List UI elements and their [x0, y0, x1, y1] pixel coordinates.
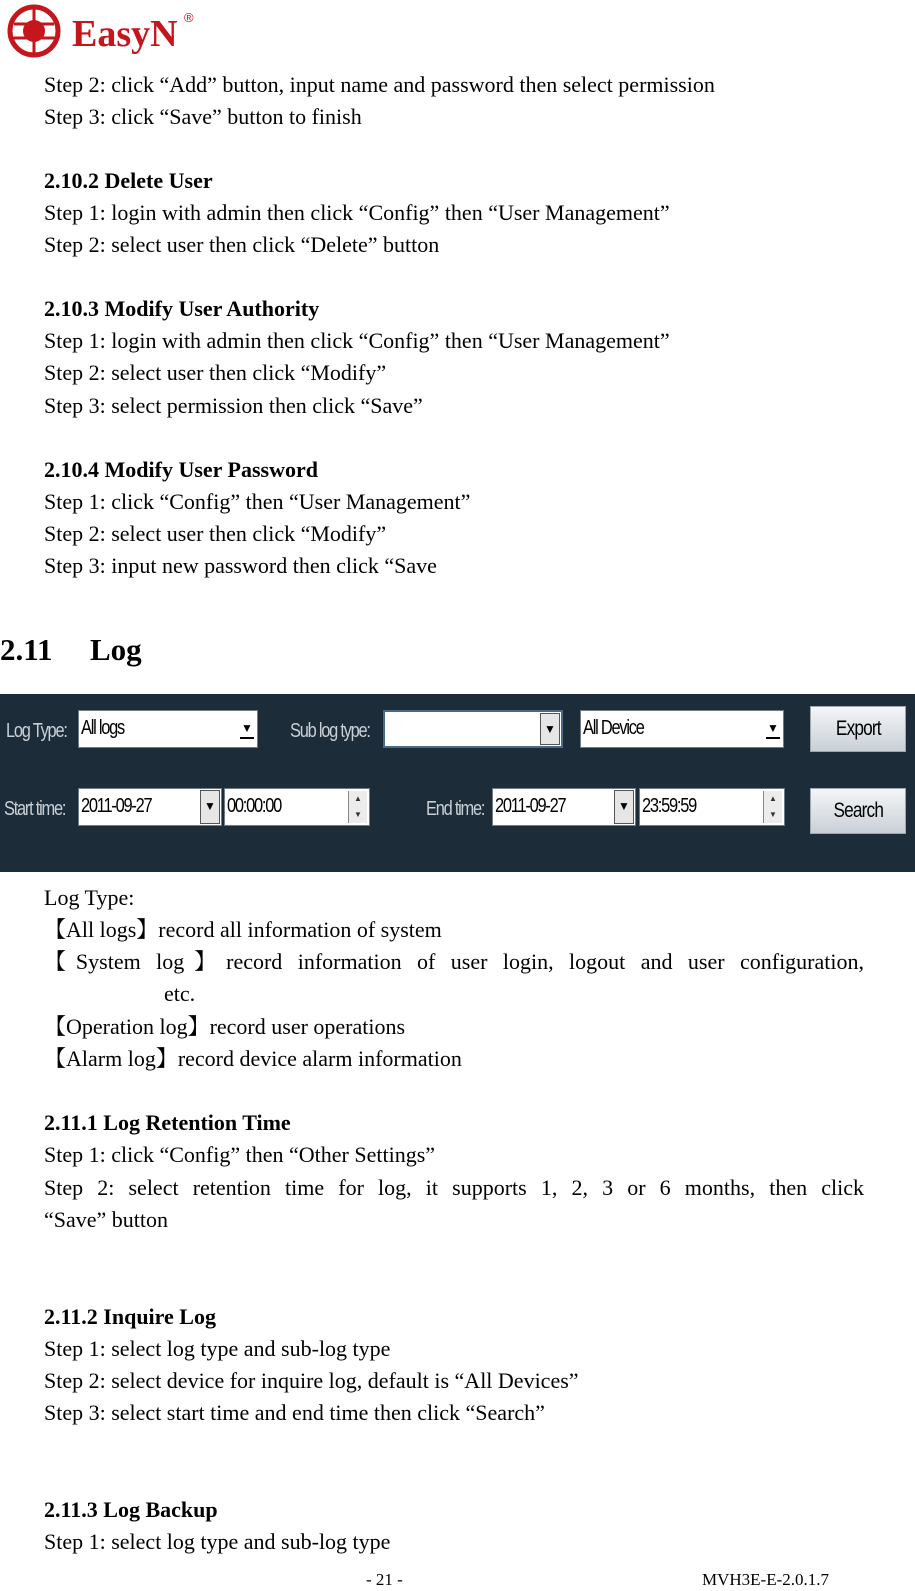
end-time-value: 23:59:59 [642, 795, 697, 817]
retention-step2: Step 2: select retention time for log, it supports 1, 2, 3 or 6 months, then click [44, 1175, 864, 1200]
search-button[interactable]: Search [810, 788, 906, 834]
inquire-step1: Step 1: select log type and sub-log type [44, 1336, 391, 1361]
log-type-value: All logs [81, 717, 125, 739]
section-number: 2.11 [0, 632, 53, 667]
retention-step2-cont: “Save” button [44, 1207, 169, 1232]
start-time-value: 00:00:00 [227, 795, 282, 817]
delete-step1: Step 1: login with admin then click “Config” then “User Management” [44, 200, 670, 225]
export-button[interactable]: Export [810, 706, 906, 752]
end-time-label: End time: [426, 798, 485, 820]
log-type-heading: Log Type: [44, 885, 135, 910]
end-time-spinner[interactable] [639, 788, 785, 826]
section-heading-log [0, 632, 142, 668]
start-time-spinner[interactable] [224, 788, 370, 826]
log-query-panel [0, 694, 915, 872]
globe-logo-icon [10, 7, 58, 55]
password-step3: Step 3: input new password then click “Save [44, 553, 437, 578]
document-code: MVH3E-E-2.0.1.7 [702, 1570, 830, 1589]
calendar-dropdown-icon: ▼ [200, 790, 220, 824]
log-type-select[interactable] [78, 710, 258, 748]
log-type-operation: 【Operation log】record user operations [44, 1014, 406, 1039]
dropdown-arrow-icon: ▼ [540, 713, 560, 745]
heading-inquire: 2.11.2 Inquire Log [44, 1304, 216, 1329]
dropdown-arrow-icon: ▼ [240, 717, 254, 739]
heading-backup: 2.11.3 Log Backup [44, 1497, 218, 1522]
inquire-step2: Step 2: select device for inquire log, default is “All Devices” [44, 1368, 579, 1393]
end-date-value: 2011-09-27 [495, 795, 566, 817]
log-type-system: 【System log】record information of user login, logout and user configuration, [44, 949, 864, 974]
device-value: All Device [583, 717, 644, 739]
log-type-system-cont: etc. [164, 981, 196, 1006]
heading-modify-password: 2.10.4 Modify User Password [44, 457, 318, 482]
registered-mark: ® [184, 10, 194, 25]
sub-log-type-select[interactable] [383, 710, 563, 748]
log-type-all: 【All logs】record all information of system [44, 917, 442, 942]
section-title: Log [90, 632, 142, 667]
heading-retention: 2.11.1 Log Retention Time [44, 1110, 291, 1135]
start-date-picker[interactable] [78, 788, 222, 826]
page-number: - 21 - [366, 1570, 403, 1589]
log-type-alarm: 【Alarm log】record device alarm information [44, 1046, 462, 1071]
device-select[interactable] [580, 710, 784, 748]
spinner-arrows-icon: ▲ ▼ [763, 791, 782, 823]
backup-step1: Step 1: select log type and sub-log type [44, 1529, 391, 1554]
password-step2: Step 2: select user then click “Modify” [44, 521, 387, 546]
authority-step3: Step 3: select permission then click “Save” [44, 393, 423, 418]
intro-step3: Step 3: click “Save” button to finish [44, 104, 362, 129]
end-date-picker[interactable] [492, 788, 636, 826]
authority-step1: Step 1: login with admin then click “Config” then “User Management” [44, 328, 670, 353]
calendar-dropdown-icon: ▼ [614, 790, 634, 824]
heading-modify-authority: 2.10.3 Modify User Authority [44, 296, 320, 321]
retention-step1: Step 1: click “Config” then “Other Settings” [44, 1142, 436, 1167]
heading-delete-user: 2.10.2 Delete User [44, 168, 213, 193]
log-type-label: Log Type: [6, 720, 67, 742]
intro-step2: Step 2: click “Add” button, input name and password then select permission [44, 72, 715, 97]
inquire-step3: Step 3: select start time and end time then click “Search” [44, 1400, 545, 1425]
start-date-value: 2011-09-27 [81, 795, 152, 817]
sub-log-type-label: Sub log type: [290, 720, 370, 742]
logo-wordmark: EasyN [72, 13, 178, 55]
dropdown-arrow-icon: ▼ [766, 717, 780, 739]
spinner-arrows-icon: ▲ ▼ [348, 791, 367, 823]
easyn-logo [4, 2, 204, 60]
start-time-label: Start time: [4, 798, 66, 820]
delete-step2: Step 2: select user then click “Delete” button [44, 232, 440, 257]
password-step1: Step 1: click “Config” then “User Management” [44, 489, 471, 514]
authority-step2: Step 2: select user then click “Modify” [44, 360, 387, 385]
